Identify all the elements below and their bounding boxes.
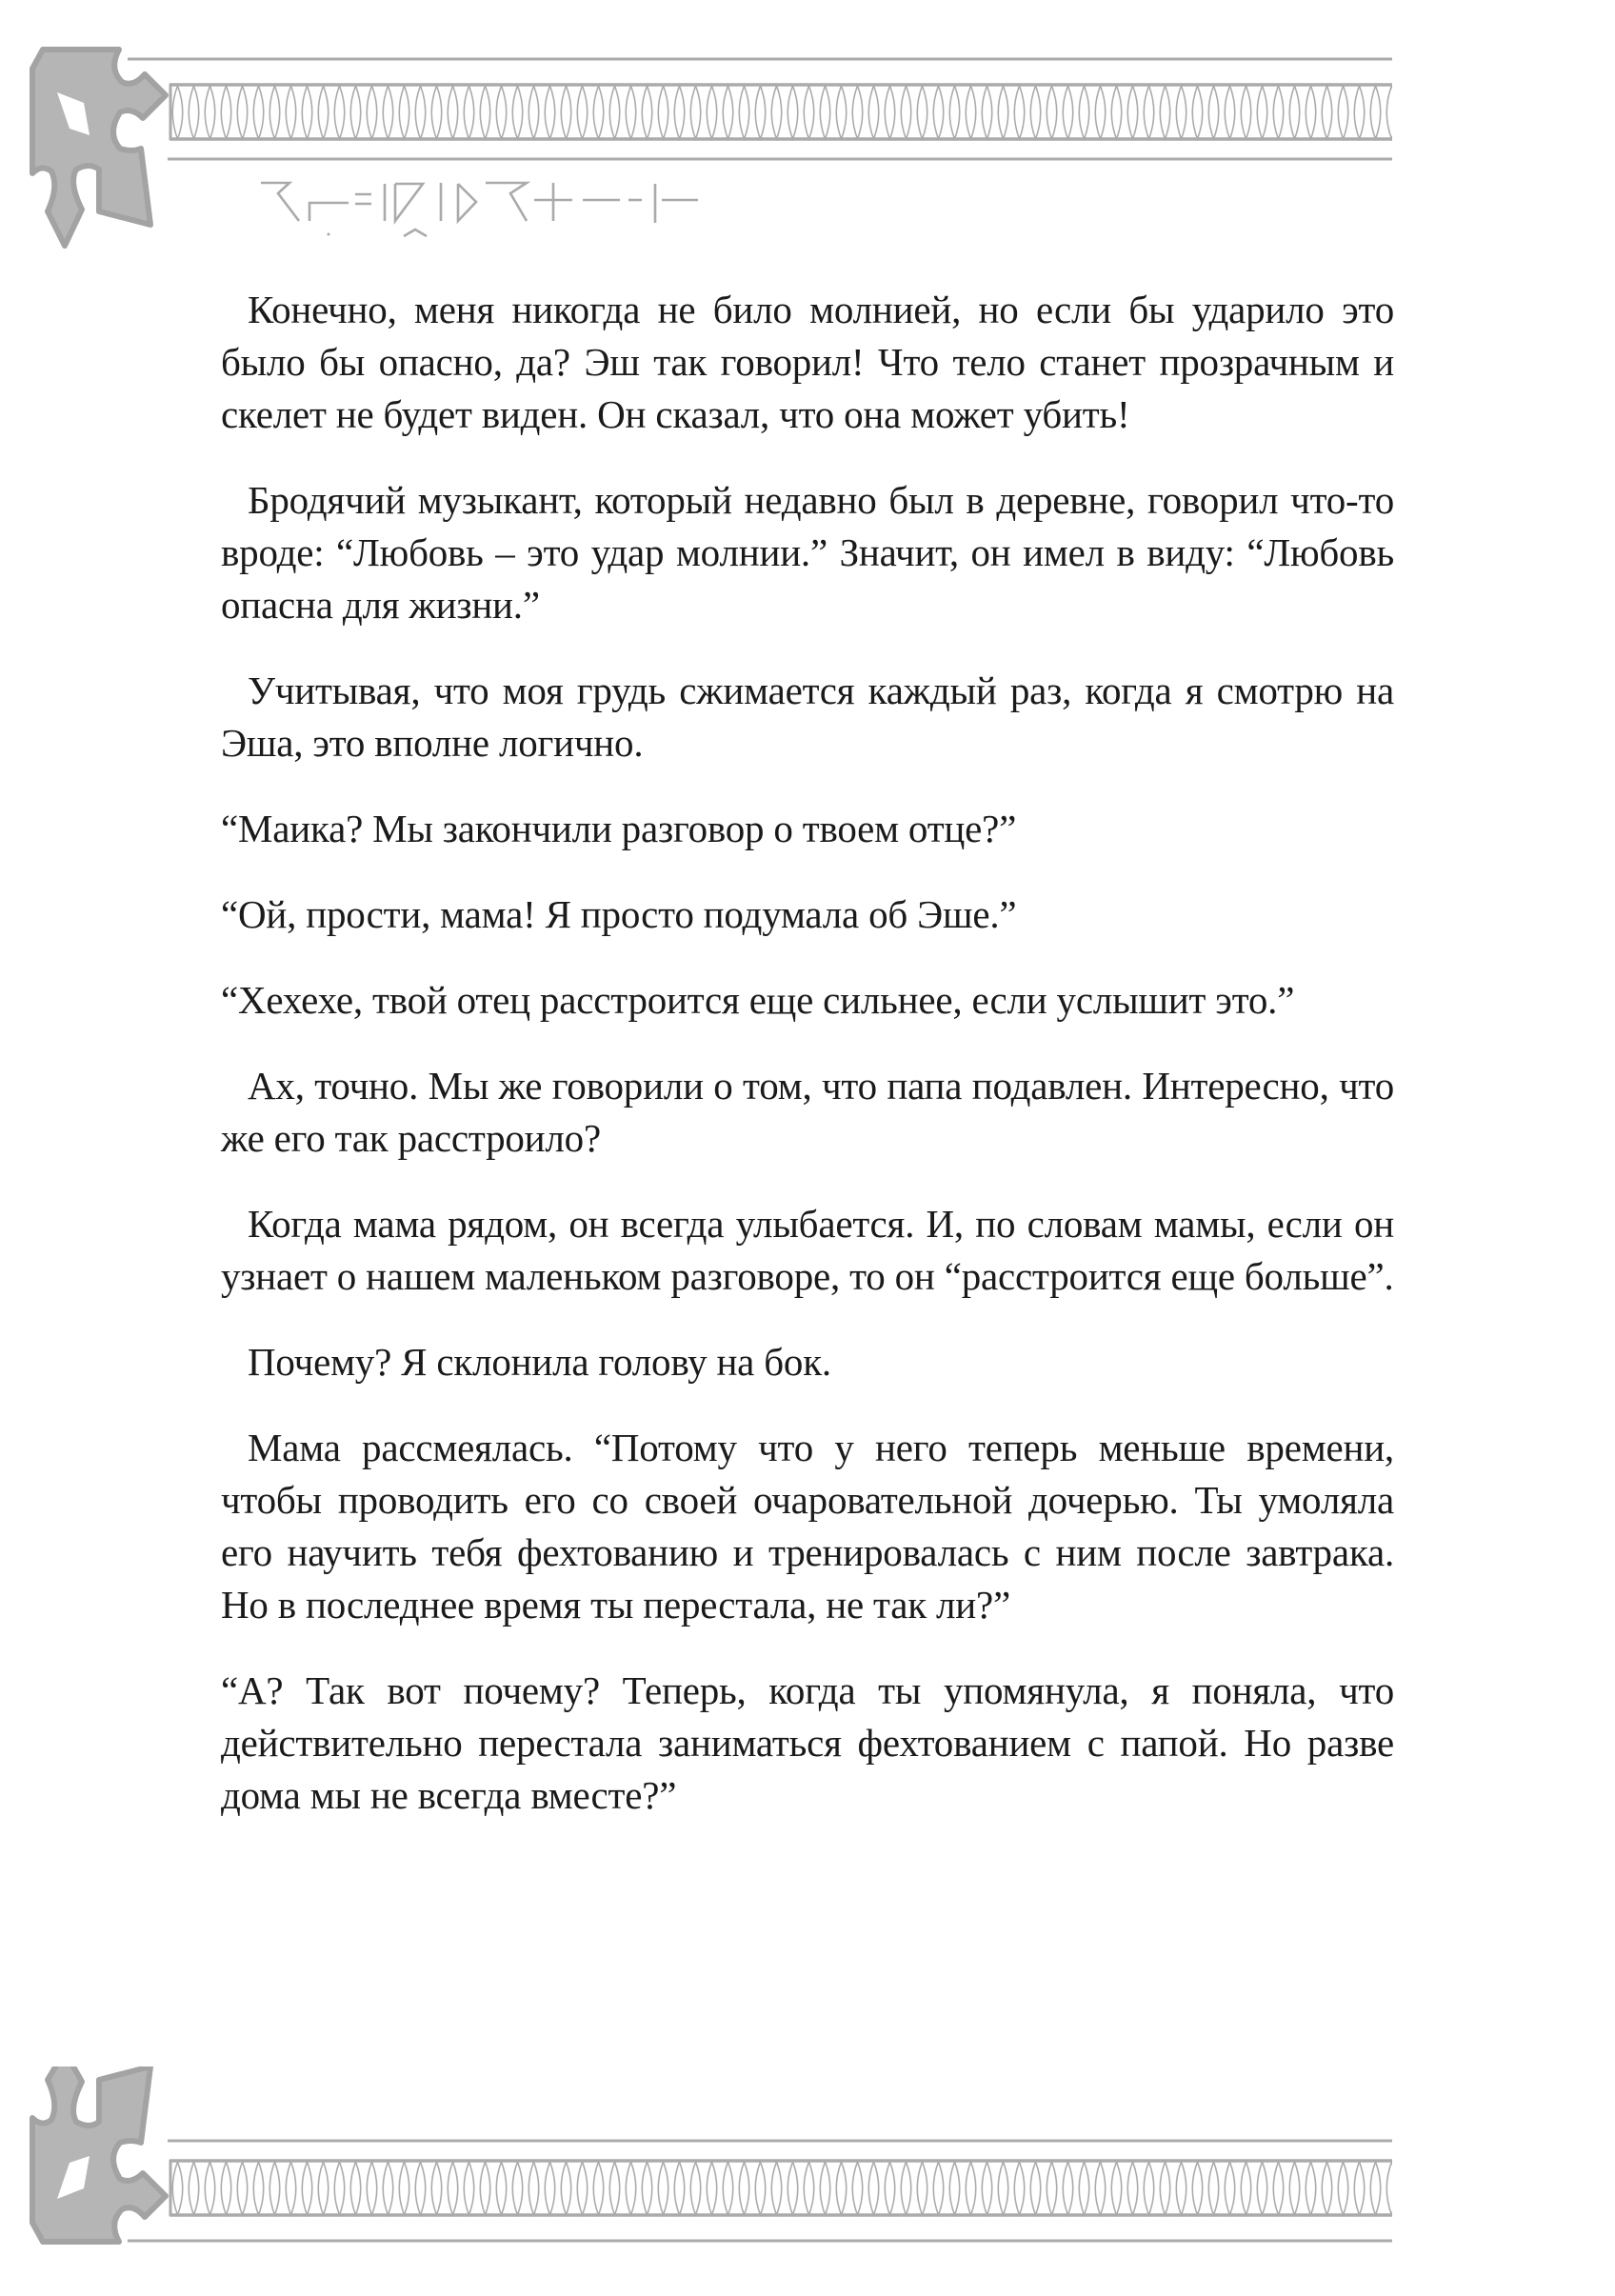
footer-ornament bbox=[0, 2066, 1615, 2296]
runic-cipher-icon bbox=[261, 183, 698, 236]
paragraph-1: Конечно, меня никогда не било молнией, но если бы ударило это было бы опасно, да? Эш так говорил! Что тело станет прозрачным и скелет не будет виден. Он сказал, что она может убить! bbox=[221, 288, 1394, 436]
paragraph-3: Учитывая, что моя грудь сжимается каждый раз, когда я смотрю на Эша, это вполне логично. bbox=[221, 669, 1394, 765]
page-body-text bbox=[221, 284, 1394, 1855]
paragraph-4-dialogue: “Маика? Мы закончили разговор о твоем отце?” bbox=[221, 807, 1017, 850]
header-ornament bbox=[0, 0, 1615, 257]
paragraph-2: Бродячий музыкант, который недавно был в деревне, говорил что-то вроде: “Любовь – это удар молнии.” Значит, он имел в виду: “Любовь опасна для жизни.” bbox=[221, 478, 1394, 627]
footer-lens-band bbox=[169, 2160, 1392, 2217]
paragraph-7: Ах, точно. Мы же говорили о том, что папа подавлен. Интересно, что же его так расстроило? bbox=[221, 1064, 1394, 1160]
paragraph-9: Почему? Я склонила голову на бок. bbox=[248, 1340, 831, 1384]
paragraph-10: Мама рассмеялась. “Потому что у него теперь меньше времени, чтобы проводить его со своей очаровательной дочерью. Ты умоляла его научить тебя фехтованию и тренировалась с ним после завтрака. Но в последнее время ты перестала, не так ли?” bbox=[221, 1426, 1394, 1627]
corner-ornament-icon bbox=[32, 50, 166, 246]
header-lens-band bbox=[169, 84, 1392, 141]
corner-ornament-icon bbox=[32, 2066, 166, 2242]
paragraph-6-dialogue: “Хехехе, твой отец расстроится еще сильнее, если услышит это.” bbox=[221, 978, 1295, 1022]
paragraph-11-dialogue: “А? Так вот почему? Теперь, когда ты упомянула, я поняла, что действительно перестала заниматься фехтованием с папой. Но разве дома мы не всегда вместе?” bbox=[221, 1668, 1394, 1817]
paragraph-8: Когда мама рядом, он всегда улыбается. И, по словам мамы, если он узнает о нашем маленьком разговоре, то он “расстроится еще больше”. bbox=[221, 1202, 1394, 1298]
paragraph-5-dialogue: “Ой, прости, мама! Я просто подумала об Эше.” bbox=[221, 892, 1017, 936]
